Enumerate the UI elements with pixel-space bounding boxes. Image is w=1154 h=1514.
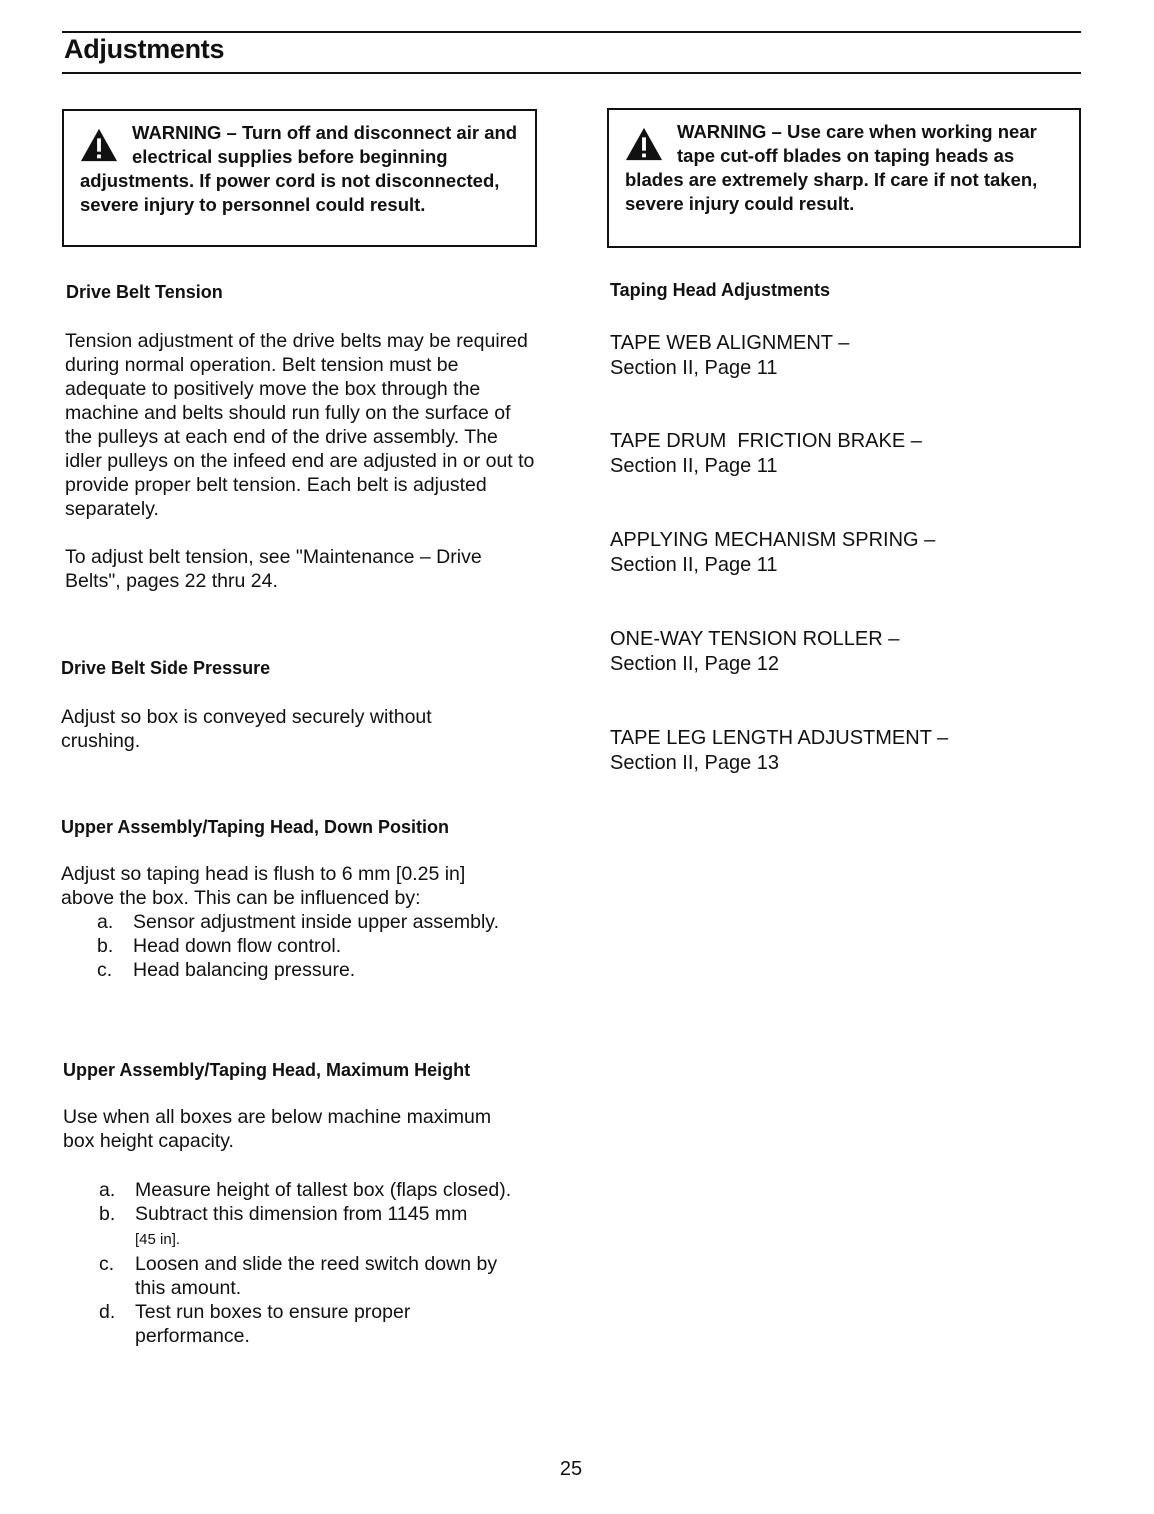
side-pressure-text: Adjust so box is conveyed securely without crushing. (61, 706, 432, 752)
taping-head-adjustments-heading: Taping Head Adjustments (610, 280, 831, 300)
drive-belt-tension-heading: Drive Belt Tension (66, 282, 223, 302)
reference-tape-leg-length-adjustment: TAPE LEG LENGTH ADJUSTMENT – Section II, Page 13 (610, 727, 949, 774)
warning-text: WARNING – Turn off and disconnect air and electrical supplies before beginning adjustments. If power cord is not disconnected, severe injury to personnel could result. (80, 122, 518, 215)
down-position-list (97, 910, 537, 982)
title-rule (62, 72, 1081, 74)
reference-tape-drum-friction-brake: TAPE DRUM FRICTION BRAKE – Section II, Page 11 (610, 430, 922, 477)
page-title: Adjustments (64, 34, 225, 64)
warning-box-blades (607, 108, 1081, 248)
drive-belt-tension-text: Tension adjustment of the drive belts may be required during normal operation. Belt tension must be adequate to positively move the box through the machine and belts should run fully on the surface of the pulleys at each end of the drive assembly. The idler pulleys on the infeed end are adjusted in or out to provide proper belt tension. Each belt is adjusted separately. (65, 330, 535, 520)
warning-triangle-icon (80, 127, 118, 163)
reference-one-way-tension-roller: ONE-WAY TENSION ROLLER – Section II, Page 12 (610, 628, 900, 675)
list-item: c. Head balancing pressure. (97, 959, 356, 981)
warning-triangle-icon (625, 126, 663, 162)
down-position-heading: Upper Assembly/Taping Head, Down Position (61, 817, 450, 837)
page-number: 25 (559, 1458, 583, 1480)
top-rule (62, 31, 1081, 33)
list-item: c. Loosen and slide the reed switch down by this amount. (99, 1253, 498, 1299)
list-item: a. Measure height of tallest box (flaps closed). (99, 1179, 512, 1201)
warning-text: WARNING – Use care when working near tape cut-off blades on taping heads as blades are extremely sharp. If care if not taken, severe injury could result. (625, 121, 1038, 214)
side-pressure-heading: Drive Belt Side Pressure (61, 658, 271, 678)
max-height-text: Use when all boxes are below machine maximum box height capacity. (63, 1106, 492, 1152)
list-item: a. Sensor adjustment inside upper assembly. (97, 911, 499, 933)
max-height-list (99, 1178, 539, 1348)
warning-box-power (62, 109, 537, 247)
reference-applying-mechanism-spring: APPLYING MECHANISM SPRING – Section II, Page 11 (610, 529, 936, 576)
list-item: d. Test run boxes to ensure proper performance. (99, 1301, 411, 1347)
reference-tape-web-alignment: TAPE WEB ALIGNMENT – Section II, Page 11 (610, 332, 850, 379)
list-item: b. Subtract this dimension from 1145 mm [45 in]. (99, 1203, 468, 1248)
down-position-text: Adjust so taping head is flush to 6 mm [0.25 in] above the box. This can be influenced by: (61, 863, 466, 909)
drive-belt-tension-reference: To adjust belt tension, see "Maintenance – Drive Belts", pages 22 thru 24. (65, 546, 482, 592)
list-item: b. Head down flow control. (97, 935, 342, 957)
max-height-heading: Upper Assembly/Taping Head, Maximum Height (63, 1060, 471, 1080)
